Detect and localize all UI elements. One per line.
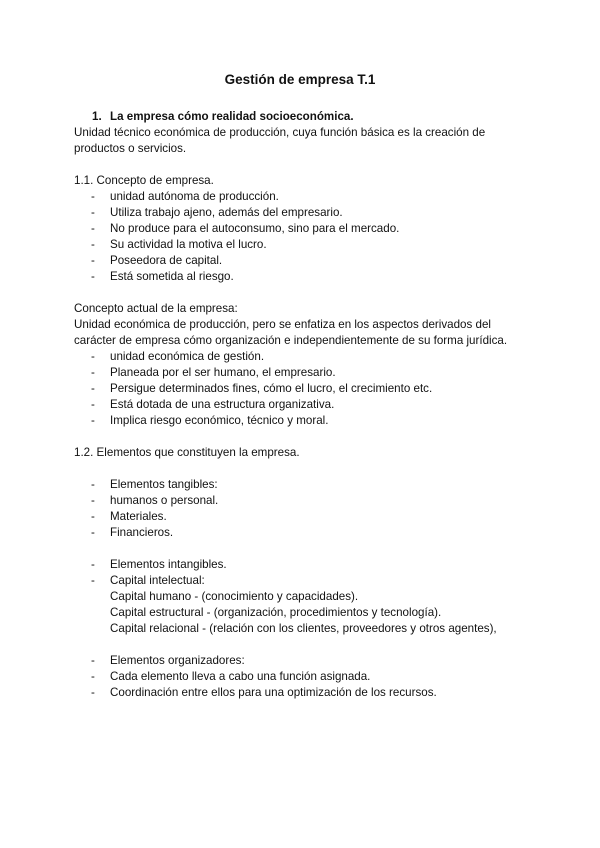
bullet-dash: -: [91, 206, 95, 219]
bullet-dash: -: [91, 398, 95, 411]
list-item-text: Está dotada de una estructura organizativa.: [110, 398, 335, 411]
list-item: [0, 654, 600, 670]
section-heading: La empresa cómo realidad socioeconómica.: [110, 110, 354, 123]
list-item: [0, 270, 600, 286]
list-item: [0, 510, 600, 526]
list-item-text: Cada elemento lleva a cabo una función asignada.: [110, 670, 371, 683]
list-item: [0, 526, 600, 542]
list-item-text: Poseedora de capital.: [110, 254, 223, 267]
list-item-text: unidad autónoma de producción.: [110, 190, 279, 203]
list-item-text: Financieros.: [110, 526, 174, 539]
list-item-text: humanos o personal.: [110, 494, 219, 507]
list-item: [0, 574, 600, 590]
intro-line: productos o servicios.: [74, 142, 187, 155]
bullet-dash: -: [91, 654, 95, 667]
intro-line: Unidad técnico económica de producción, cuya función básica es la creación de: [74, 126, 486, 139]
bullet-dash: -: [91, 686, 95, 699]
list-item: [0, 398, 600, 414]
subsection-heading: 1.2. Elementos que constituyen la empresa.: [74, 446, 300, 459]
list-item: [0, 478, 600, 494]
list-item-text: Elementos organizadores:: [110, 654, 245, 667]
list-item-text: Utiliza trabajo ajeno, además del empresario.: [110, 206, 343, 219]
bullet-dash: -: [91, 510, 95, 523]
sub-item: Capital humano - (conocimiento y capacidades).: [110, 590, 359, 603]
document-title: Gestión de empresa T.1: [224, 72, 376, 87]
list-item-text: Elementos intangibles.: [110, 558, 227, 571]
list-item: [0, 238, 600, 254]
list-item-text: Persigue determinados fines, cómo el lucro, el crecimiento etc.: [110, 382, 433, 395]
list-item: [0, 686, 600, 702]
list-item: [0, 206, 600, 222]
bullet-dash: -: [91, 526, 95, 539]
intro-line: Unidad económica de producción, pero se enfatiza en los aspectos derivados del: [74, 318, 491, 331]
list-item-text: Materiales.: [110, 510, 167, 523]
list-item: [0, 494, 600, 510]
list-item: [0, 190, 600, 206]
list-item: [0, 222, 600, 238]
bullet-dash: -: [91, 382, 95, 395]
bullet-dash: -: [91, 270, 95, 283]
bullet-dash: -: [91, 414, 95, 427]
list-item: [0, 414, 600, 430]
list-item: [0, 558, 600, 574]
bullet-dash: -: [91, 238, 95, 251]
list-item: [0, 254, 600, 270]
bullet-dash: -: [91, 494, 95, 507]
list-item-text: Coordinación entre ellos para una optimización de los recursos.: [110, 686, 437, 699]
subsection-heading: 1.1. Concepto de empresa.: [74, 174, 214, 187]
bullet-dash: -: [91, 350, 95, 363]
bullet-dash: -: [91, 478, 95, 491]
list-item: [0, 670, 600, 686]
intro-line: carácter de empresa cómo organización e independientemente de su forma jurídica.: [74, 334, 508, 347]
list-item-text: unidad económica de gestión.: [110, 350, 265, 363]
list-item-text: Capital intelectual:: [110, 574, 205, 587]
list-item: [0, 350, 600, 366]
bullet-dash: -: [91, 254, 95, 267]
list-item-text: Está sometida al riesgo.: [110, 270, 234, 283]
bullet-dash: -: [91, 190, 95, 203]
bullet-dash: -: [91, 222, 95, 235]
bullet-dash: -: [91, 670, 95, 683]
list-item-text: Su actividad la motiva el lucro.: [110, 238, 267, 251]
list-item-text: No produce para el autoconsumo, sino para el mercado.: [110, 222, 400, 235]
bullet-dash: -: [91, 574, 95, 587]
sub-item: Capital relacional - (relación con los clientes, proveedores y otros agentes),: [110, 622, 497, 635]
section-number: 1.: [92, 110, 102, 123]
bullet-dash: -: [91, 366, 95, 379]
list-item-text: Planeada por el ser humano, el empresario.: [110, 366, 336, 379]
list-item: [0, 366, 600, 382]
list-item: [0, 382, 600, 398]
subsection-heading: Concepto actual de la empresa:: [74, 302, 238, 315]
bullet-dash: -: [91, 558, 95, 571]
sub-item: Capital estructural - (organización, procedimientos y tecnología).: [110, 606, 442, 619]
list-item-text: Implica riesgo económico, técnico y moral.: [110, 414, 329, 427]
list-item-text: Elementos tangibles:: [110, 478, 218, 491]
